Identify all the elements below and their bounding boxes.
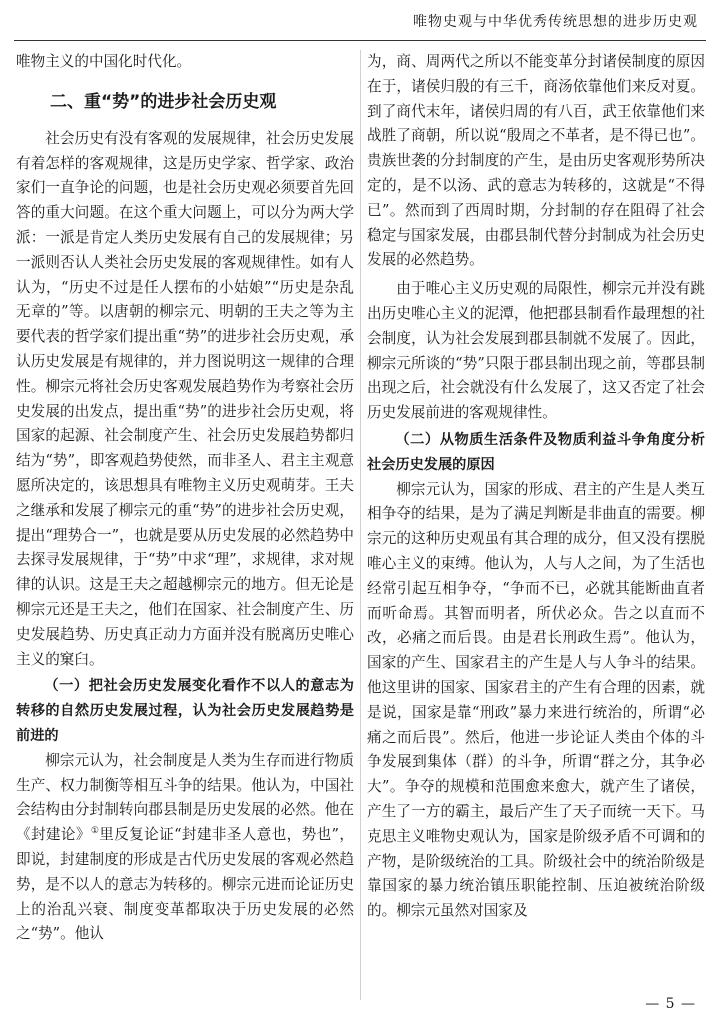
paragraph-text: 里反复论证“封建非圣人意也，势也”，即说，封建制度的形成是古代历史发展的客观必然趋势，是不以人的意志为转移的。柳宗元进而论证历史上的治乱兴衰、制度变革都取决于历史发展的必然之“势”。他认: [16, 826, 354, 943]
section-heading: 二、重“势”的进步社会历史观: [50, 91, 277, 112]
footnote-marker[interactable]: ①: [90, 826, 100, 837]
subsection-heading: （二）从物质生活条件及物质利益斗争角度分析社会历史发展的原因: [367, 431, 705, 473]
body-paragraph: 由于唯心主义历史观的局限性，柳宗元并没有跳出历史唯心主义的泥潭，他把郡县制看作最理想的社会制度，认为社会发展到郡县制就不发展了。因此，柳宗元所谈的“势”只限于郡县制出现之前，等郡县制出现之后，社会就没有什么发展了，这又否定了社会历史发展前进的客观规律性。: [367, 280, 705, 422]
column-divider: [360, 50, 361, 1000]
page-header: [0, 0, 720, 44]
continued-paragraph: 唯物主义的中国化时代化。: [16, 53, 192, 70]
right-column: [367, 50, 705, 990]
body-paragraph: [16, 749, 354, 947]
page-number: — 5 —: [645, 996, 696, 1012]
paragraph-text: 柳宗元认为，社会制度是人类为生存而进行物质生产、权力制衡等相互斗争的结果。他认为，中国社会结构由分封制转向郡县制是历史发展的必然。他在《封建论》: [16, 751, 354, 844]
continued-paragraph: 为，商、周两代之所以不能变革分封诸侯制度的原因在于，诸侯归殷的有三千，商汤依靠他们来反对夏。到了商代末年，诸侯归周的有八百，武王依靠他们来战胜了商朝，所以说“殷周之不革者，是不得已也”。贵族世袭的分封制度的产生，是由历史客观形势所决定的，是不以汤、武的意志为转移的，这就是“不得已”。然而到了西周时期，分封制的存在阻碍了社会稳定与国家发展，由郡县制代替分封制成为社会历史发展的必然趋势。: [367, 53, 705, 269]
running-title: 唯物史观与中华优秀传统思想的进步历史观: [413, 14, 698, 30]
left-column: [16, 50, 354, 990]
body-paragraph: 社会历史有没有客观的发展规律，社会历史发展有着怎样的客观规律，这是历史学家、哲学家、政治家们一直争论的问题，也是社会历史观必须要首先回答的重大问题。在这个重大问题上，可以分为两大学派：一派是肯定人类历史发展有自己的发展规律；另一派则否认人类社会历史发展的客观规律性。如有人认为，“历史不过是任人摆布的小姑娘”“历史是杂乱无章的”等。以唐朝的柳宗元、明朝的王夫之等为主要代表的哲学家们提出重“势”的进步社会历史观，承认历史发展是有规律的，并力图说明这一规律的合理性。柳宗元将社会历史客观发展趋势作为考察社会历史发展的出发点，提出重“势”的进步社会历史观，将国家的起源、社会制度产生、社会历史发展趋势都归结为“势”，即客观趋势使然，而非圣人、君主主观意愿所决定的，该思想具有唯物主义历史观萌芽。王夫之继承和发展了柳宗元的重“势”的进步社会历史观，提出“理势合一”，也就是要从历史发展的必然趋势中去探寻发展规律，于“势”中求“理”，求规律，求对规律的认识。这是王夫之超越柳宗元的地方。但无论是柳宗元还是王夫之，他们在国家、社会制度产生、历史发展趋势、历史真正动力方面并没有脱离历史唯心主义的窠臼。: [16, 129, 354, 668]
subsection-heading: （一）把社会历史发展变化看作不以人的意志为转移的自然历史发展过程，认为社会历史发展趋势是前进的: [16, 678, 354, 744]
body-paragraph: 柳宗元认为，国家的形成、君主的产生是人类互相争夺的结果，是为了满足判断是非曲直的需要。柳宗元的这种历史观虽有其合理的成分，但又没有摆脱唯心主义的束缚。他认为，人与人之间，为了生活也经常引起互相争夺，“争而不已，必就其能断曲直者而听命焉。其智而明者，所伏必众。告之以直而不改，必痛之而后畏。由是君长刑政生焉”。他认为，国家的产生、国家君主的产生是人与人争斗的结果。他这里讲的国家、国家君主的产生有合理的因素，就是说，国家是靠“刑政”暴力来进行统治的，所谓“必痛之而后畏”。然后，他进一步论证人类由个体的斗争发展到集体（群）的斗争，所谓“群之分，其争必大”。争夺的规模和范围愈来愈大，就产生了诸侯，产生了一方的霸主，最后产生了天子而统一天下。马克思主义唯物史观认为，国家是阶级矛盾不可调和的产物，是阶级统治的工具。阶级社会中的统治阶级是靠国家的暴力统治镇压职能控制、压迫被统治阶级的。柳宗元虽然对国家及: [367, 480, 705, 920]
header-rule: [14, 40, 706, 41]
